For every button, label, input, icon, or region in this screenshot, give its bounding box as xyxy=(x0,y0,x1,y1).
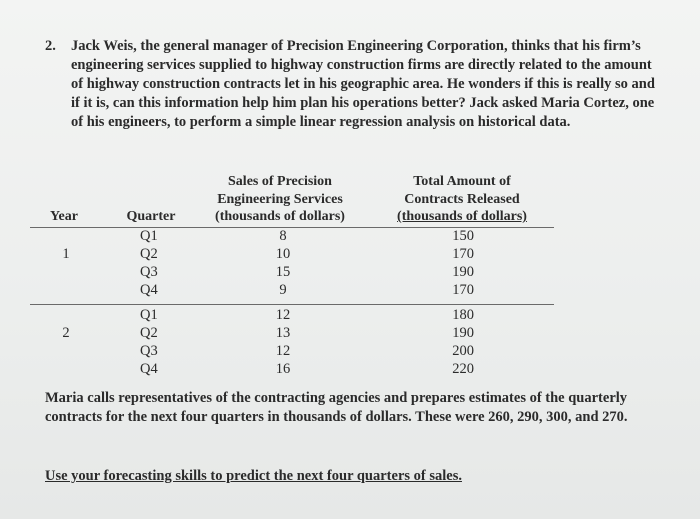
header-sales-line1: Sales of Precision xyxy=(228,174,332,189)
problem-text: Jack Weis, the general manager of Precision Engineering Corporation, thinks that his firm’s engineering services supplied to highway construction firms are directly related to the amount of highway construction contracts let in his geographic area. He wonders if this is really so and if it is, can this information help him plan his operations better? Jack asked Maria Cortez, one of his engineers, to perform a simple linear regression analysis on historical data. xyxy=(71,38,655,130)
table-cell-total: 190 xyxy=(452,264,474,280)
header-total-line2: Contracts Released xyxy=(404,191,520,207)
header-year: Year xyxy=(50,209,78,224)
table-cell-total: 170 xyxy=(452,282,474,298)
header-quarter: Quarter xyxy=(126,209,176,224)
table-cell-sales: 12 xyxy=(275,343,291,359)
header-sales xyxy=(200,173,360,226)
table-cell-quarter: Q2 xyxy=(140,325,158,341)
table-cell-sales: 12 xyxy=(275,307,291,323)
table-cell-sales: 15 xyxy=(275,264,291,280)
table-cell-quarter: Q3 xyxy=(140,343,158,359)
task-instruction: Use your forecasting skills to predict the next four quarters of sales. xyxy=(45,468,462,484)
table-cell-quarter: Q1 xyxy=(140,228,158,244)
table-cell-sales: 16 xyxy=(275,361,291,377)
table-cell-total: 170 xyxy=(452,246,474,262)
table-cell-sales: 9 xyxy=(279,282,287,298)
table-cell-quarter: Q4 xyxy=(140,361,158,377)
table-cell-sales: 13 xyxy=(275,325,291,341)
table-cell-sales: 10 xyxy=(275,246,291,262)
table-cell-total: 180 xyxy=(452,307,474,323)
header-total-contracts xyxy=(380,173,544,226)
header-total-line3: (thousands of dollars) xyxy=(397,209,527,224)
table-cell-total: 200 xyxy=(452,343,474,359)
header-total-line1: Total Amount of xyxy=(413,174,511,189)
table-cell-total: 220 xyxy=(452,361,474,377)
table-cell-year: 1 xyxy=(62,246,70,262)
table-cell-total: 190 xyxy=(452,325,474,341)
table-cell-quarter: Q3 xyxy=(140,264,158,280)
table-cell-sales: 8 xyxy=(279,228,287,244)
year-divider xyxy=(30,304,554,305)
table-cell-quarter: Q2 xyxy=(140,246,158,262)
problem-number: 2. xyxy=(45,38,56,54)
table-cell-year: 2 xyxy=(62,325,70,341)
table-cell-total: 150 xyxy=(452,228,474,244)
table-cell-quarter: Q4 xyxy=(140,282,158,298)
header-sales-line3: (thousands of dollars) xyxy=(215,209,345,224)
followup-paragraph: Maria calls representatives of the contracting agencies and prepares estimates of the quarterly contracts for the next four quarters in thousands of dollars. These were 260, 290, 300, and 270. xyxy=(45,390,628,425)
table-cell-quarter: Q1 xyxy=(140,307,158,323)
header-sales-line2: Engineering Services xyxy=(217,191,343,207)
